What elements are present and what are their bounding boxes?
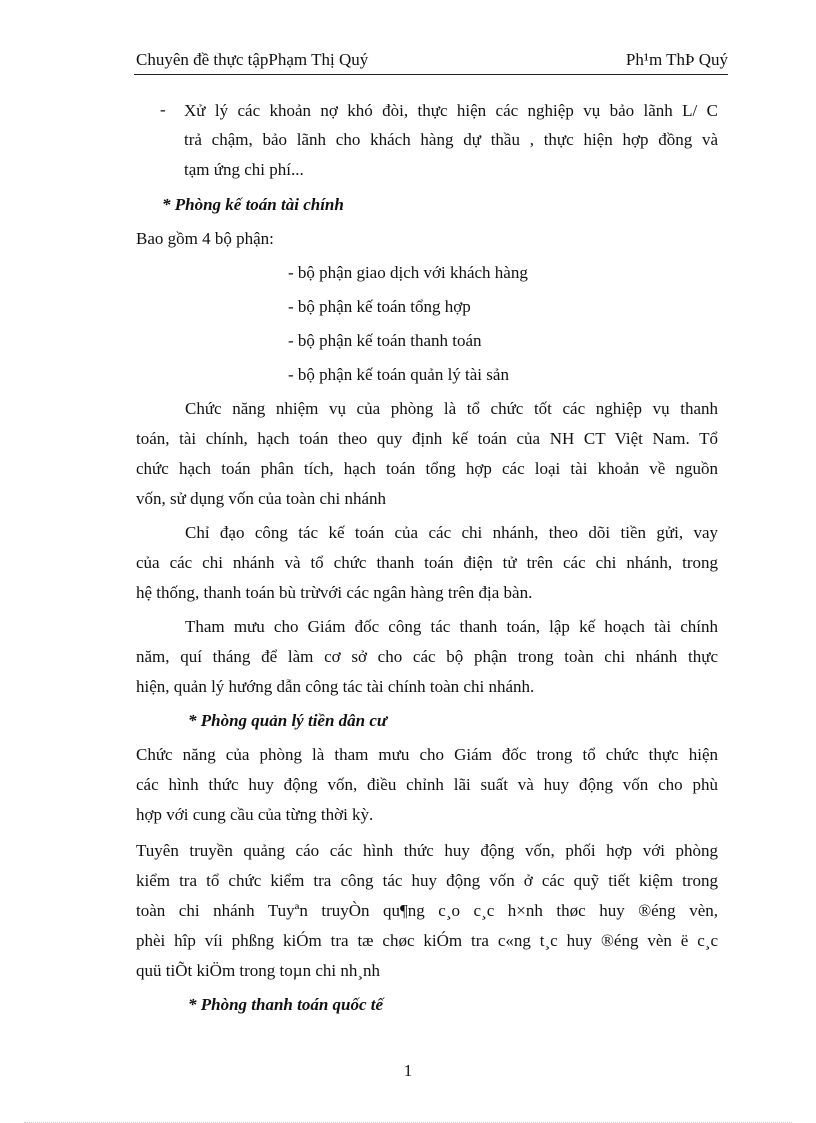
body-line: Tuyên truyền quảng cáo các hình thức huy động vốn, phối hợp với phòng — [136, 841, 718, 860]
body-line: chức hạch toán phân tích, hạch toán tổng hợp các loại tài khoản về nguồn — [136, 459, 718, 478]
page-number: 1 — [403, 1061, 413, 1080]
header-right: Ph¹m ThÞ Quý — [625, 50, 728, 69]
body-line: kiểm tra tổ chức kiểm tra công tác huy động vốn ở các quỹ tiết kiệm trong — [136, 871, 718, 890]
section-heading: * Phòng thanh toán quốc tế — [188, 995, 384, 1014]
body-line: Chức năng của phòng là tham mưu cho Giám đốc trong tổ chức thực hiện — [136, 745, 718, 764]
body-line: Chỉ đạo công tác kế toán của các chi nhánh, theo dõi tiền gửi, vay — [185, 523, 718, 542]
header-left: Chuyên đề thực tậpPhạm Thị Quý — [136, 50, 369, 69]
body-line: năm, quí tháng để làm cơ sở cho các bộ phận trong toàn chi nhánh thực — [136, 647, 718, 666]
list-item: - bộ phận giao dịch với khách hàng — [288, 263, 528, 282]
body-line: hợp với cung cầu của từng thời kỳ. — [136, 805, 374, 824]
body-line: trả chậm, bảo lãnh cho khách hàng dự thầu , thực hiện hợp đồng và — [184, 130, 718, 149]
body-line: Chức năng nhiệm vụ của phòng là tổ chức tốt các nghiệp vụ thanh — [185, 399, 718, 418]
body-line: vốn, sử dụng vốn của toàn chi nhánh — [136, 489, 387, 508]
section-heading: * Phòng kế toán tài chính — [162, 195, 344, 214]
body-line: tạm ứng chi phí... — [184, 160, 304, 179]
section-heading: * Phòng quản lý tiền dân cư — [188, 711, 388, 730]
body-line: toán, tài chính, hạch toán theo quy định kế toán của NH CT Việt Nam. Tổ — [136, 429, 718, 448]
body-line: của các chi nhánh và tổ chức thanh toán điện tử trên các chi nhánh, trong — [136, 553, 718, 572]
body-line: Bao gồm 4 bộ phận: — [136, 229, 274, 248]
body-line: quü tiÕt kiÖm trong toµn chi nh¸nh — [136, 961, 381, 980]
header-divider — [134, 74, 728, 75]
body-line: Xử lý các khoản nợ khó đòi, thực hiện các nghiệp vụ bảo lãnh L/ C — [184, 101, 718, 120]
body-line: các hình thức huy động vốn, điều chỉnh lãi suất và huy động vốn cho phù — [136, 775, 718, 794]
list-item: - bộ phận kế toán thanh toán — [288, 331, 482, 350]
body-line: toàn chi nhánh Tuyªn truyÒn qu¶ng c¸o c¸c h×nh thøc huy ®éng vèn, — [136, 901, 718, 920]
body-line: hiện, quản lý hướng dẫn công tác tài chính toàn chi nhánh. — [136, 677, 535, 696]
list-item: - bộ phận kế toán quản lý tài sản — [288, 365, 509, 384]
bullet-dash: - — [160, 100, 166, 119]
list-item: - bộ phận kế toán tổng hợp — [288, 297, 471, 316]
body-line: hệ thống, thanh toán bù trừvới các ngân hàng trên địa bàn. — [136, 583, 533, 602]
body-line: phèi hîp víi phßng kiÓm tra tæ chøc kiÓm tra c«ng t¸c huy ®éng vèn ë c¸c — [136, 931, 718, 950]
body-line: Tham mưu cho Giám đốc công tác thanh toán, lập kế hoạch tài chính — [185, 617, 718, 636]
